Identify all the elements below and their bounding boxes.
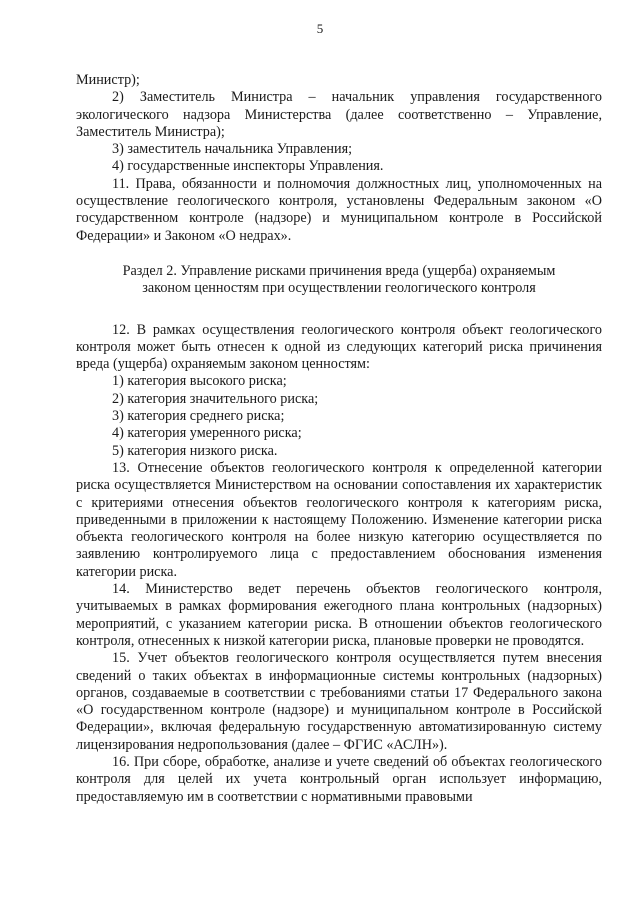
- list-item: 1) категория высокого риска;: [112, 373, 287, 390]
- paragraphs-before: [76, 72, 602, 245]
- paragraphs-after: [76, 322, 602, 806]
- paragraph: 13. Отнесение объектов геологического контроля к определенной категории риска осуществляется Министерством на основании сопоставления их характеристик с критериями отнесения объектов геологического контроля к категориям риска, приведенными в приложении к настоящему Положению. Изменение категории риска объекта геологического контроля на более низкую категорию осуществляется по заявлению контролируемого лица с предоставлением обоснования изменения категории риска.: [76, 459, 602, 580]
- paragraph: 15. Учет объектов геологического контроля осуществляется путем внесения сведений о таких объектах в информационные системы контрольных (надзорных) органов, создаваемые в соответствии с требованиями статьи 17 Федерального закона «О государственном контроле (надзоре) и муниципальном контроле в Российской Федерации», включая федеральную государственную автоматизированную систему лицензирования недропользования (далее – ФГИС «АСЛН»).: [76, 650, 602, 753]
- section-heading: [76, 263, 602, 298]
- document-body: [76, 72, 602, 806]
- list-item: 2) категория значительного риска;: [112, 390, 319, 407]
- paragraph: 16. При сборе, обработке, анализе и учете сведений об объектах геологического контроля для целей их учета контрольный орган использует информацию, предоставляемую им в соответствии с нормативными правовыми: [76, 753, 602, 805]
- list-item: 3) категория среднего риска;: [112, 408, 285, 425]
- paragraph: 14. Министерство ведет перечень объектов геологического контроля, учитываемых в рамках формирования ежегодного плана контрольных (надзорных) мероприятий, с указанием категории риска. В отношении объектов геологического контроля, отнесенных к низкой категории риска, плановые проверки не проводятся.: [76, 581, 602, 649]
- list-item: 5) категория низкого риска.: [112, 442, 278, 459]
- section-heading-line-2: законом ценностям при осуществлении геологического контроля: [142, 280, 536, 297]
- list-item: 3) заместитель начальника Управления;: [112, 141, 353, 158]
- list-item: 4) государственные инспекторы Управления.: [112, 158, 384, 175]
- paragraph: 12. В рамках осуществления геологического контроля объект геологического контроля может быть отнесен к одной из следующих категорий риска причинения вреда (ущерба) охраняемым законом ценностям:: [76, 321, 602, 373]
- paragraph: Министр);: [76, 72, 140, 88]
- paragraph: 11. Права, обязанности и полномочия должностных лиц, уполномоченных на осуществление геологического контроля, установлены Федеральным законом «О государственном контроле (надзоре) и муниципальном контроле в Российской Федерации» и Законом «О недрах».: [76, 175, 602, 244]
- paragraph: 2) Заместитель Министра – начальник управления государственного экологического надзора Министерства (далее соответственно – Управление, Заместитель Министра);: [76, 89, 602, 140]
- section-heading-line-1: Раздел 2. Управление рисками причинения вреда (ущерба) охраняемым: [122, 262, 556, 279]
- list-item: 4) категория умеренного риска;: [112, 425, 302, 442]
- page-number: 5: [316, 21, 324, 36]
